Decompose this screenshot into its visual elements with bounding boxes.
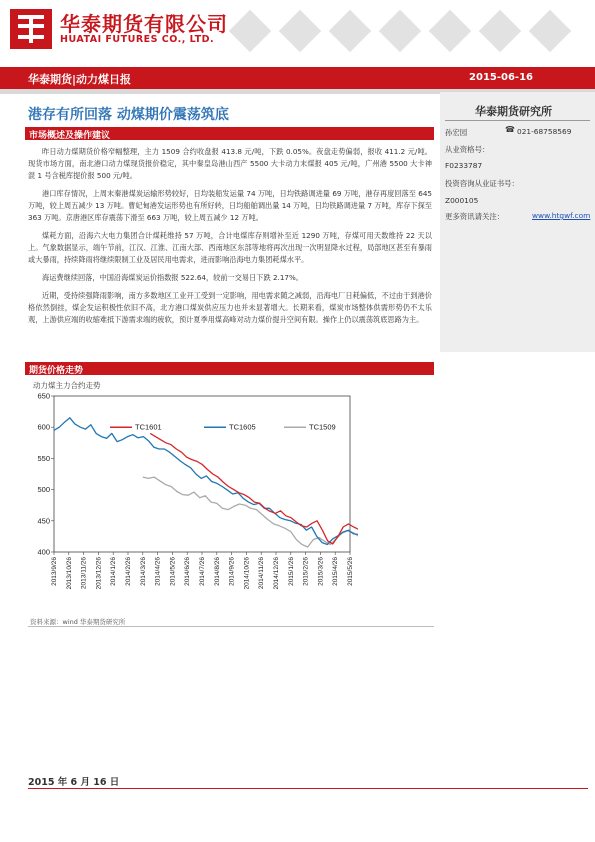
x-tick-label: 2015/3/26: [317, 557, 325, 586]
x-tick-label: 2014/11/26: [258, 557, 266, 590]
x-tick-label: 2014/10/26: [243, 557, 251, 590]
phone-icon: ☎: [505, 125, 515, 134]
y-tick-label: 500: [37, 485, 50, 495]
qualification-label: 从业资格号：: [445, 145, 490, 154]
chart-caption: 动力煤主力合约走势: [33, 381, 101, 390]
source-divider: [28, 626, 434, 627]
report-series-title: 华泰期货|动力煤日报: [28, 73, 132, 86]
x-tick-label: 2013/9/26: [51, 557, 58, 586]
paragraph: 海运费继续回落，中国沿海煤炭运价指数报 522.64，较前一交易日下跌 2.17%。: [42, 273, 303, 282]
section-overview-title: 市场概述及操作建议: [29, 131, 111, 141]
more-info-label: 更多资讯请关注：: [445, 212, 505, 221]
paragraph: 近期，受持续强降雨影响，南方多数地区工业开工受到一定影响，用电需求随之减弱，沿海电厂日耗偏低，不过由于到港价格依然倒挂，煤企发运积极性依旧不高，北方港口煤炭供应压力也并未显著增大。长期来看，煤炭市场整体供需形势仍不太乐观，上游供应端的收缩难抵下游需求端的疲软，预计夏季用煤高峰对动力煤价提升空间有限。操作上仍以震荡筑底思路为主。: [28, 291, 432, 324]
series-line-tc1601: [150, 433, 358, 544]
y-tick-label: 650: [37, 391, 50, 401]
legend-label-tc1509: TC1509: [309, 422, 336, 432]
footer-divider: [28, 788, 588, 789]
sidebar-divider: [445, 120, 590, 121]
legend-label-tc1605: TC1605: [229, 422, 256, 432]
x-tick-label: 2013/12/26: [95, 557, 103, 590]
section-price-trend-title: 期货价格走势: [29, 366, 84, 376]
x-tick-label: 2014/4/26: [154, 557, 162, 586]
legend-label-tc1601: TC1601: [135, 422, 162, 432]
paragraph: 港口库存情况，上周末秦港煤炭运输形势较好，日均装船发运量 74 万吨，日均铁路调进量 69 万吨，港存再度回落至 645 万吨，较上周五减少 13 万吨。曹妃甸港发运形势也有所好转，日均船舶调出量 14 万吨，日均铁路调进量 7 万吨，库存下探至 363 万吨。京唐港区库存震荡下滑至 663 万吨，较上周五减少 12 万吨。: [28, 189, 432, 222]
analyst-phone: 021-68758569: [517, 127, 572, 136]
section-price-trend-bar: [25, 362, 434, 375]
logo-pattern-decoration: [215, 6, 595, 56]
x-tick-label: 2014/1/26: [110, 557, 118, 586]
sidebar-title: 华泰期货研究所: [475, 105, 552, 118]
data-source: 资料来源：wind 华泰期货研究所: [30, 618, 126, 626]
y-tick-label: 600: [37, 422, 50, 432]
x-tick-label: 2015/2/26: [302, 557, 310, 586]
x-tick-label: 2014/8/26: [213, 557, 221, 586]
x-tick-label: 2015/4/26: [332, 557, 340, 586]
website-link[interactable]: www.htgwf.com: [532, 211, 591, 220]
x-tick-label: 2014/7/26: [199, 557, 206, 586]
consult-cert-label: 投资咨询从业证书号：: [445, 179, 519, 188]
company-logo: [10, 9, 52, 49]
company-name-en: HUATAI FUTURES CO., LTD.: [60, 34, 215, 45]
series-line-tc1605: [54, 418, 358, 545]
x-tick-label: 2015/1/26: [287, 557, 295, 586]
price-trend-chart: [28, 390, 358, 612]
paragraph: 煤耗方面，沿海六大电力集团合计煤耗维持 57 万吨，合计电煤库存则增补至近 1290 万吨，存煤可用天数维持 22 天以上。气象数据显示，端午节前，江汉、江淮、江南大部、西南地区东部等地将再次出现一次明显降水过程，局部地区甚至有暴雨或大暴雨，持续降雨将继续限制工业及居民用电需求，进而影响沿海电力集团耗煤水平。: [28, 231, 432, 264]
x-tick-label: 2013/10/26: [65, 557, 73, 590]
company-name-cn: 华泰期货有限公司: [60, 12, 228, 36]
x-tick-label: 2013/11/26: [80, 557, 88, 590]
analyst-name: 孙宏园: [445, 128, 468, 137]
x-tick-label: 2014/12/26: [273, 557, 280, 590]
consult-cert-number: Z000105: [445, 196, 479, 205]
report-headline: 港存有所回落 动煤期价震荡筑底: [28, 107, 229, 123]
y-tick-label: 450: [37, 516, 50, 526]
x-tick-label: 2014/9/26: [228, 557, 236, 586]
overview-text: [28, 146, 432, 332]
x-tick-label: 2014/5/26: [169, 557, 177, 586]
footer-date: 2015 年 6 月 16 日: [28, 777, 120, 788]
x-tick-label: 2015/5/26: [347, 557, 354, 586]
section-overview-bar: [25, 127, 434, 140]
qualification-number: F0233787: [445, 161, 483, 170]
y-tick-label: 400: [37, 547, 50, 557]
report-date: 2015-06-16: [469, 72, 533, 83]
x-tick-label: 2014/3/26: [139, 557, 147, 586]
x-tick-label: 2014/2/26: [125, 557, 132, 586]
x-tick-label: 2014/6/26: [184, 557, 192, 586]
y-tick-label: 550: [37, 453, 50, 463]
paragraph: 昨日动力煤期货价格窄幅整理，主力 1509 合约收盘报 413.8 元/吨，下跌 0.05%。夜盘走势偏弱，报收 411.2 元/吨。现货市场方面，南北港口动力煤现货报价稳定，其中秦皇岛港山西产 5500 大卡动力末煤报 405 元/吨，广州港 5500 大卡神混 1 号含税库提价报 500 元/吨。: [28, 147, 432, 180]
